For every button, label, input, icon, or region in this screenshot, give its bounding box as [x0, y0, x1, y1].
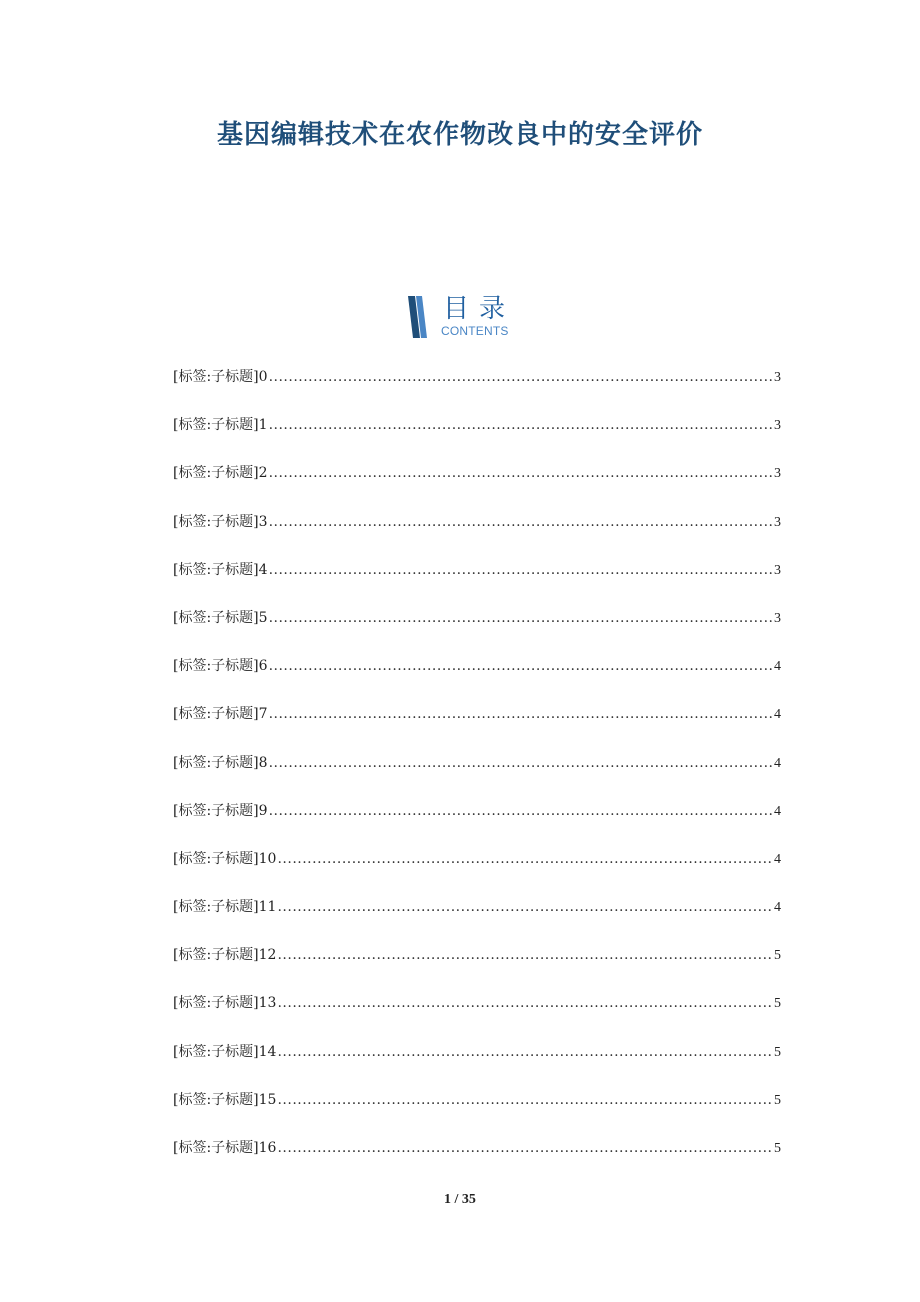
toc-entry-page: 5 — [774, 1044, 781, 1060]
toc-entry-label: [标签:子标题]11 — [173, 899, 277, 916]
toc-entry[interactable] — [173, 703, 781, 751]
toc-entry[interactable] — [173, 1041, 781, 1089]
toc-entry[interactable] — [173, 800, 781, 848]
toc-entry-page: 3 — [774, 562, 781, 578]
toc-entry[interactable] — [173, 414, 781, 462]
toc-entry-leader — [269, 607, 773, 629]
toc-entry-label: [标签:子标题]8 — [173, 754, 268, 771]
toc-entry-label: [标签:子标题]7 — [173, 706, 268, 723]
toc-entry-page: 4 — [774, 707, 781, 723]
toc-entry-leader — [277, 896, 773, 918]
toc-entry-leader — [269, 462, 773, 484]
toc-entry[interactable] — [173, 655, 781, 703]
toc-title: 目录 — [443, 294, 516, 324]
toc-entry-page: 5 — [774, 948, 781, 964]
document-title: 基因编辑技术在农作物改良中的安全评价 — [216, 120, 703, 150]
toc-entry-label: [标签:子标题]15 — [173, 1091, 277, 1108]
toc-entry[interactable] — [173, 511, 781, 559]
toc-entry-page: 3 — [774, 610, 781, 626]
page-number: 1 / 35 — [444, 1192, 476, 1207]
toc-list — [173, 366, 781, 1185]
toc-entry-leader — [269, 366, 773, 388]
toc-subtitle: CONTENTS — [441, 324, 509, 338]
toc-entry-label: [标签:子标题]12 — [173, 947, 277, 964]
toc-entry-leader — [269, 752, 773, 774]
toc-heading — [406, 294, 526, 340]
toc-entry-page: 4 — [774, 851, 781, 867]
toc-entry-page: 4 — [774, 803, 781, 819]
toc-entry-leader — [277, 1089, 773, 1111]
toc-decoration-icon — [406, 296, 430, 338]
toc-entry-label: [标签:子标题]5 — [173, 609, 268, 626]
toc-entry-leader — [269, 800, 773, 822]
toc-entry[interactable] — [173, 992, 781, 1040]
toc-entry-label: [标签:子标题]10 — [173, 850, 277, 867]
toc-entry-leader — [277, 1137, 773, 1159]
toc-entry-page: 5 — [774, 1092, 781, 1108]
toc-entry-label: [标签:子标题]4 — [173, 561, 268, 578]
toc-entry-label: [标签:子标题]6 — [173, 658, 268, 675]
toc-entry-leader — [269, 511, 773, 533]
toc-entry-leader — [269, 703, 773, 725]
toc-entry-label: [标签:子标题]2 — [173, 465, 268, 482]
toc-entry[interactable] — [173, 366, 781, 414]
toc-entry-page: 5 — [774, 1141, 781, 1156]
toc-entry[interactable] — [173, 462, 781, 510]
toc-entry-page: 5 — [774, 996, 781, 1012]
toc-entry-page: 4 — [774, 755, 781, 771]
toc-entry-leader — [269, 559, 773, 581]
toc-entry-page: 4 — [774, 900, 781, 916]
toc-entry-label: [标签:子标题]1 — [173, 417, 268, 434]
toc-entry-label: [标签:子标题]14 — [173, 1043, 277, 1060]
toc-entry[interactable] — [173, 848, 781, 896]
toc-entry-leader — [269, 414, 773, 436]
toc-entry-label: [标签:子标题]16 — [173, 1140, 277, 1156]
toc-entry-leader — [277, 848, 773, 870]
toc-entry-label: [标签:子标题]9 — [173, 802, 268, 819]
toc-entry-leader — [269, 655, 773, 677]
toc-entry-leader — [277, 944, 773, 966]
toc-entry[interactable] — [173, 607, 781, 655]
toc-entry-page: 3 — [774, 370, 781, 385]
toc-entry-page: 4 — [774, 659, 781, 675]
toc-entry-leader — [277, 1041, 773, 1063]
toc-entry-page: 3 — [774, 514, 781, 530]
toc-entry-page: 3 — [774, 466, 781, 482]
toc-entry-label: [标签:子标题]3 — [173, 513, 268, 530]
toc-entry-label: [标签:子标题]0 — [173, 369, 268, 385]
toc-entry[interactable] — [173, 559, 781, 607]
toc-entry-leader — [277, 992, 773, 1014]
toc-entry[interactable] — [173, 1137, 781, 1185]
toc-entry[interactable] — [173, 1089, 781, 1137]
toc-entry[interactable] — [173, 944, 781, 992]
toc-entry[interactable] — [173, 896, 781, 944]
toc-entry-label: [标签:子标题]13 — [173, 995, 277, 1012]
toc-entry-page: 3 — [774, 418, 781, 434]
toc-entry[interactable] — [173, 752, 781, 800]
